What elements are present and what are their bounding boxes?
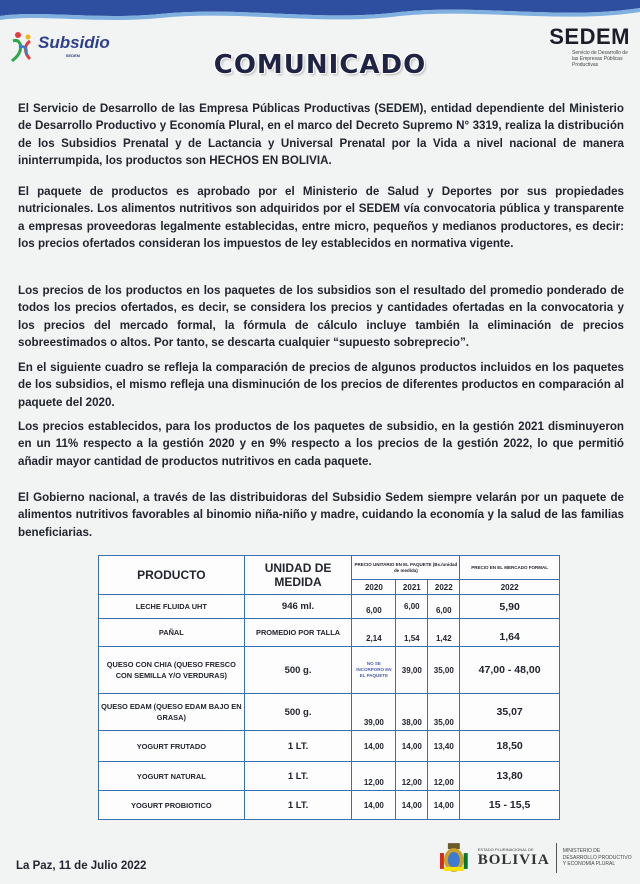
row-market-price: 35,07 [460,694,560,731]
table-row [99,694,560,731]
row-market-price: 15 - 15,5 [460,791,560,820]
paragraph-3: Los precios de los productos en los paquetes de los subsidios son el resultado del promedio ponderado de todos los precios ofertados, es decir, se considera los precios y cantidades ofertadas en la convocatoria y los precios del mercado formal, la fórmula de cálculo incluye también la eliminación de precios sobreestimados o altos. Por tanto, se descarta cualquier “supuesto sobreprecio”. [18,284,624,350]
ministry-name: MINISTERIO DE DESARROLLO PRODUCTIVO Y ECONOMÍA PLURAL [562,848,632,868]
row-market-price: 5,90 [460,595,560,619]
row-unit: 1 LT. [244,762,352,791]
row-price-2022: 13,40 [428,731,460,762]
ministry-logo [438,836,634,880]
row-price-2021: 6,00 [396,595,428,619]
paragraph-5: Los precios establecidos, para los productos de los paquetes de subsidio, en la gestión 2021 disminuyeron en un 11% respecto a la gestión 2020 y en 9% respecto a los precios de la gestión 2022, lo que permitió añadir mayor cantidad de productos nutritivos en cada paquete. [18,420,624,468]
row-market-price: 47,00 - 48,00 [460,647,560,694]
row-price-2022: 6,00 [428,595,460,619]
row-price-2022: 35,00 [428,647,460,694]
subsidio-logo-subtext: SEDEM [65,53,80,58]
row-product: YOGURT FRUTADO [99,731,245,762]
table-row [99,647,560,694]
row-product: PAÑAL [99,619,245,647]
row-product: LECHE FLUIDA UHT [99,595,245,619]
row-price-2022: 35,00 [428,694,460,731]
header-unit: UNIDAD DE MEDIDA [244,556,352,595]
price-comparison-table [98,555,560,820]
row-price-2022: 1,42 [428,619,460,647]
paragraph-1: El Servicio de Desarrollo de las Empresa Públicas Productivas (SEDEM), entidad dependiente del Ministerio de Desarrollo Productivo y Economía Plural, en el marco del Decreto Supremo N° 3319, realiza la distribución de los Subsidios Prenatal y de Lactancia y Universal Prenatal por la Vida a nivel nacional de manera ininterrumpida, los productos son HECHOS EN BOLIVIA. [18,102,624,168]
row-price-2021: 39,00 [396,647,428,694]
header-year-2021: 2021 [396,580,428,595]
header-market-year: 2022 [460,580,560,595]
row-market-price: 18,50 [460,731,560,762]
row-market-price: 1,64 [460,619,560,647]
row-unit: PROMEDIO POR TALLA [244,619,352,647]
table-row [99,595,560,619]
table-row [99,762,560,791]
row-market-price: 13,80 [460,762,560,791]
header-product: PRODUCTO [99,556,245,595]
page-title: COMUNICADO [213,50,427,80]
row-product: YOGURT PROBIOTICO [99,791,245,820]
sedem-logo-text: SEDEM [549,24,630,49]
state-small-text: ESTADO PLURINACIONAL DE [477,847,534,852]
row-price-2020: NO SE INCORPORO EN EL PAQUETE [352,647,396,694]
sedem-logo-subtext: Servicio de Desarrollo de las Empresas Públicas Productivas [572,50,628,68]
row-unit: 1 LT. [244,731,352,762]
bolivia-coat-of-arms-icon [438,841,470,875]
row-unit: 946 ml. [244,595,352,619]
header-year-2022: 2022 [428,580,460,595]
row-unit: 500 g. [244,647,352,694]
row-price-2020: 6,00 [352,595,396,619]
row-product: QUESO CON CHIA (QUESO FRESCO CON SEMILLA Y/O VERDURAS) [99,647,245,694]
table-row [99,731,560,762]
row-price-2020: 2,14 [352,619,396,647]
row-unit: 1 LT. [244,791,352,820]
paragraph-2: El paquete de productos es aprobado por el Ministerio de Salud y Deportes por sus propiedades nutricionales. Los alimentos nutritivos son adquiridos por el SEDEM vía convocatoria pública y transparente a empresas proveedoras legalmente establecidas, entre micro, pequeños y medianos productores, es decir: los precios ofertados consideran los impuestos de ley establecidos en normativa vigente. [18,185,624,251]
row-price-2021: 38,00 [396,694,428,731]
row-price-2020: 12,00 [352,762,396,791]
header-market-price: PRECIO EN EL MERCADO FORMAL [460,556,560,580]
header-unit-price: PRECIO UNITARIO EN EL PAQUETE (Bs./unidad de medida) [352,556,460,580]
subsidio-logo-text: Subsidio [38,33,110,52]
row-price-2021: 14,00 [396,731,428,762]
table-row [99,791,560,820]
row-price-2021: 12,00 [396,762,428,791]
paragraph-6: El Gobierno nacional, a través de las distribuidoras del Subsidio Sedem siempre velarán por un paquete de alimentos nutritivos favorables al binomio niña-niño y madre, cuidando la economía y la salud de las familias beneficiarias. [18,491,624,539]
paragraph-4: En el siguiente cuadro se refleja la comparación de precios de algunos productos incluidos en los paquetes de los subsidios, el mismo refleja una disminución de los precios de diferentes productos en comparación al paquete del 2020. [18,361,624,409]
row-price-2020: 14,00 [352,731,396,762]
header-year-2020: 2020 [352,580,396,595]
document-date: La Paz, 11 de Julio 2022 [16,860,147,872]
table-row [99,619,560,647]
row-unit: 500 g. [244,694,352,731]
state-name: BOLIVIA [477,852,550,868]
row-price-2022: 12,00 [428,762,460,791]
row-product: YOGURT NATURAL [99,762,245,791]
row-price-2022: 14,00 [428,791,460,820]
row-product: QUESO EDAM (QUESO EDAM BAJO EN GRASA) [99,694,245,731]
row-price-2021: 14,00 [396,791,428,820]
row-price-2020: 39,00 [352,694,396,731]
row-price-2020: 14,00 [352,791,396,820]
row-price-2021: 1,54 [396,619,428,647]
logo-divider [556,843,557,873]
